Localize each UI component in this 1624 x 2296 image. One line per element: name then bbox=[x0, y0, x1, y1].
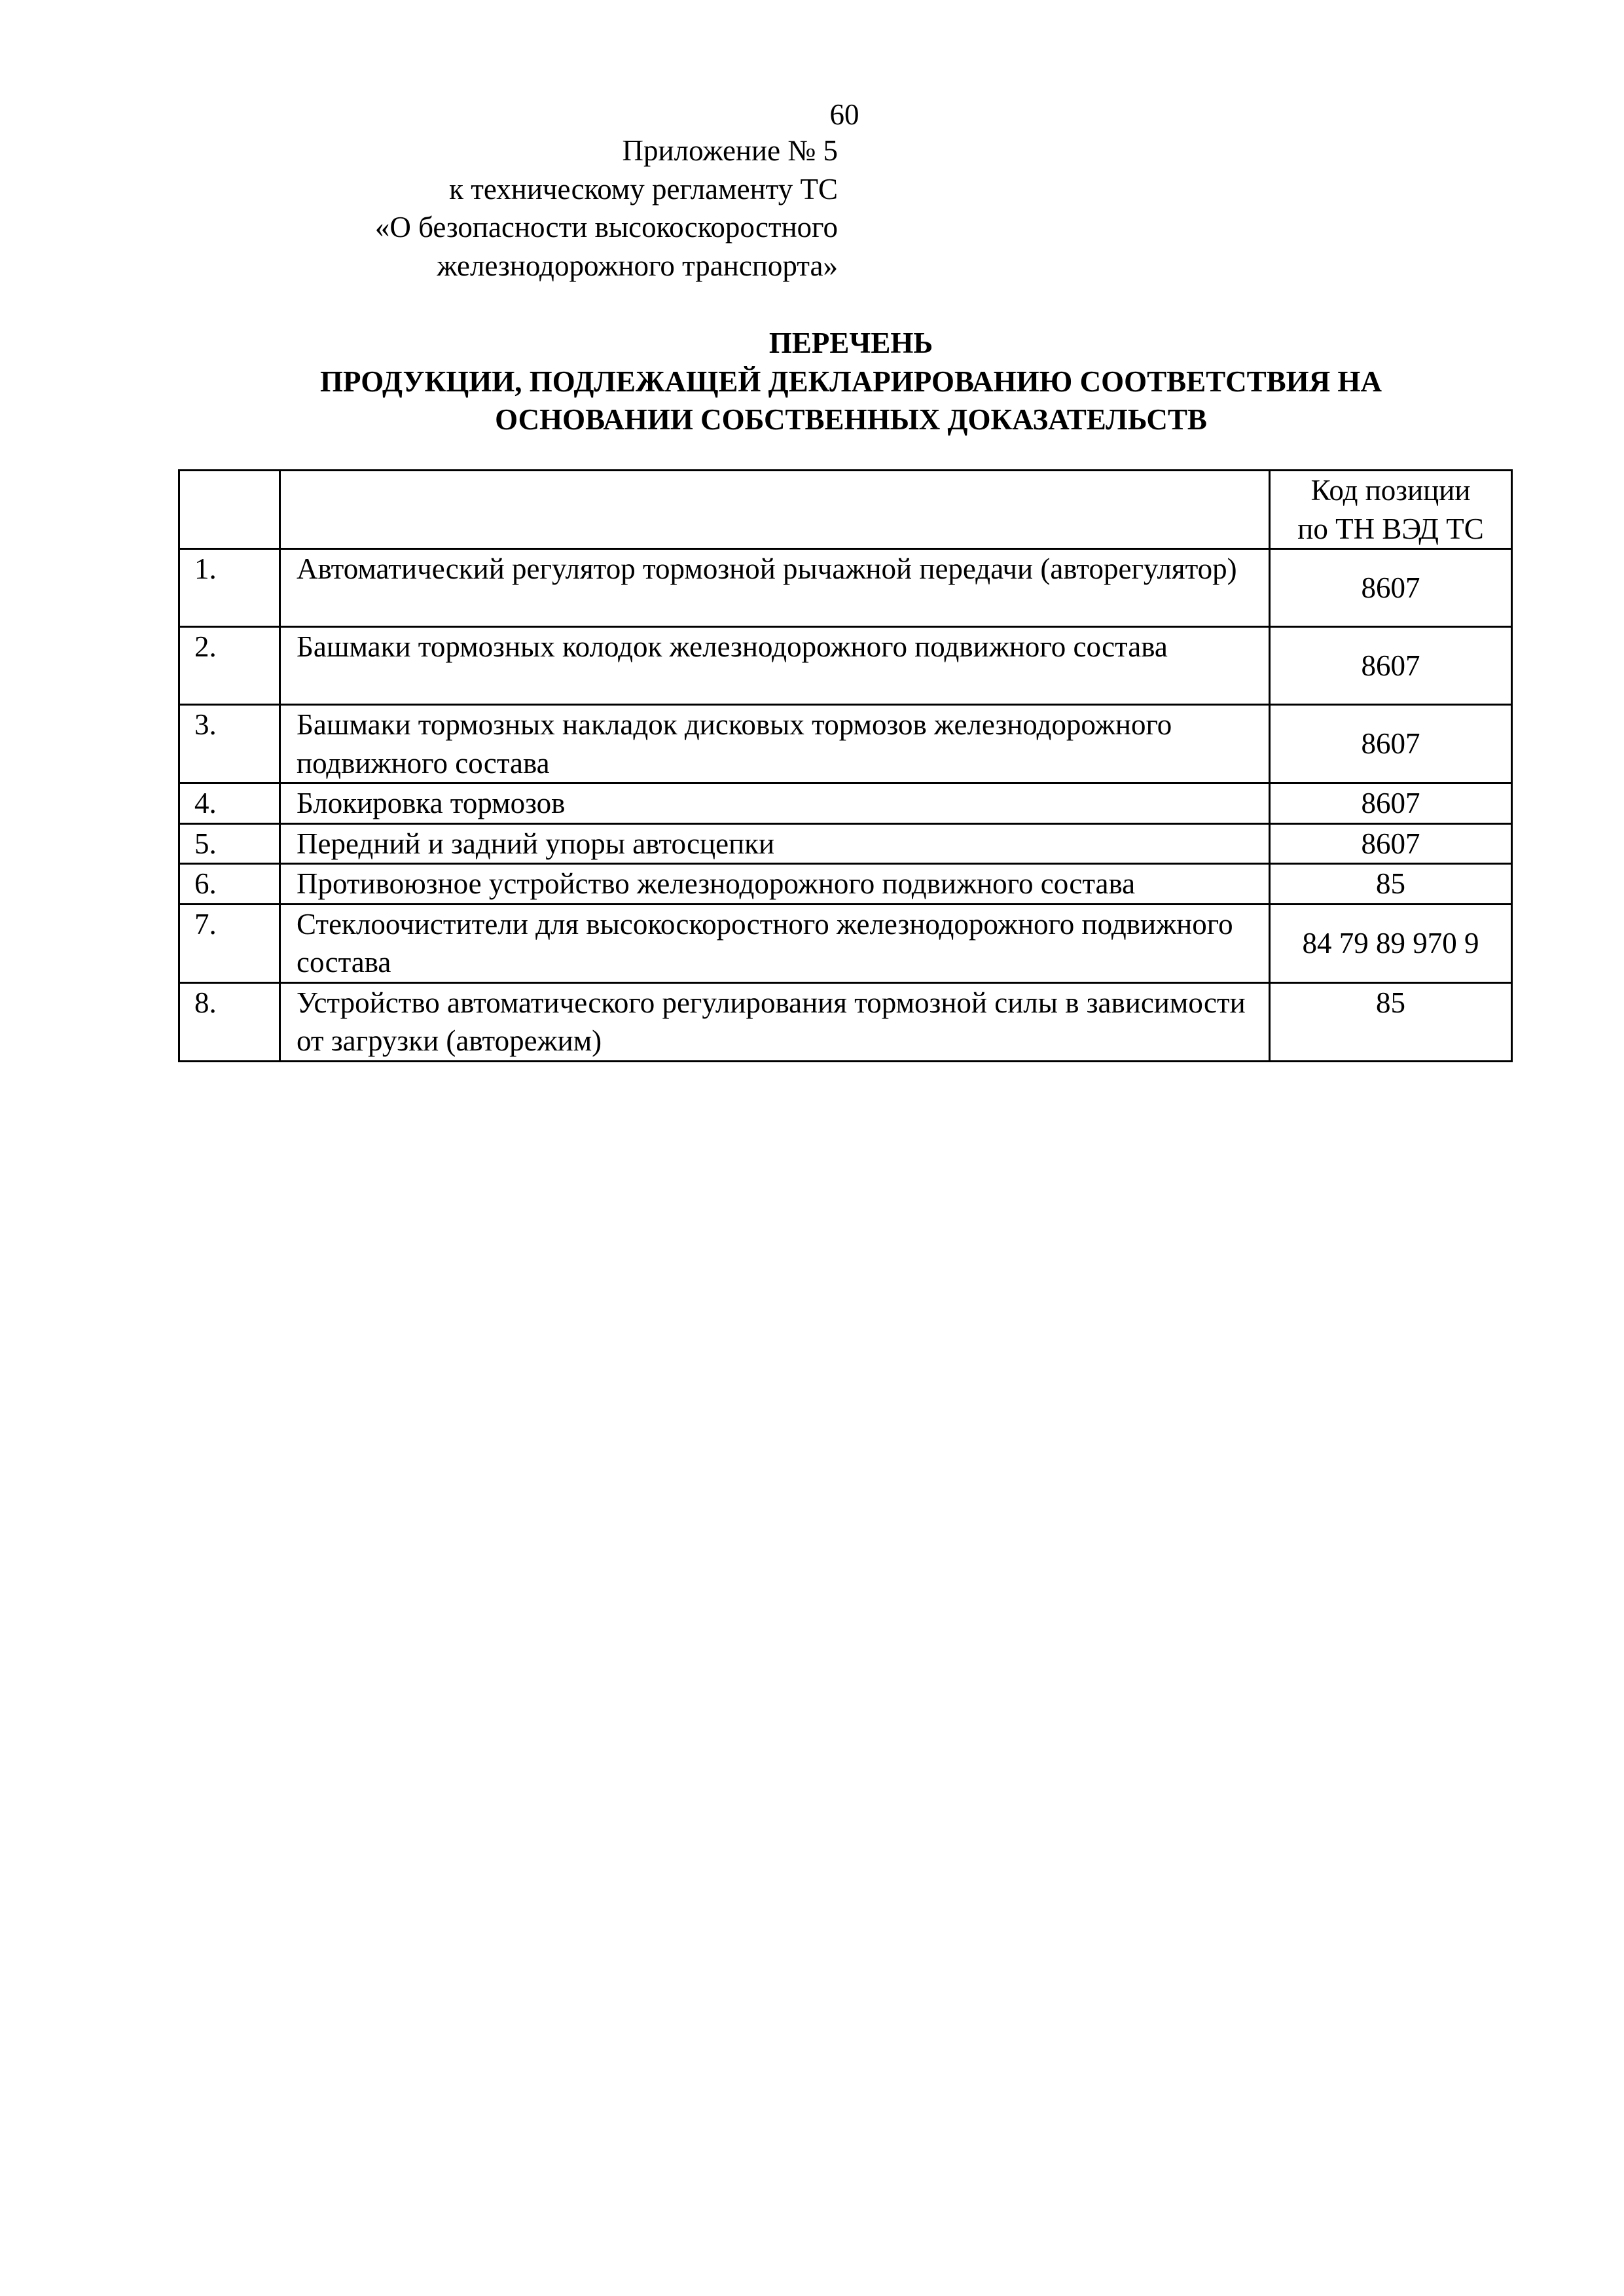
table-row bbox=[179, 904, 1512, 982]
table-row bbox=[179, 864, 1512, 905]
table-header-row bbox=[179, 471, 1512, 549]
row-code: 8607 bbox=[1270, 783, 1512, 824]
appendix-line: железнодорожного транспорта» bbox=[437, 249, 838, 282]
row-product-name: Автоматический регулятор тормозной рычажной передачи (авторегулятор) bbox=[280, 549, 1270, 627]
row-number: 6. bbox=[179, 864, 280, 905]
appendix-reference bbox=[183, 132, 838, 285]
row-number: 5. bbox=[179, 823, 280, 864]
row-number: 3. bbox=[179, 705, 280, 783]
row-product-name: Стеклоочистители для высокоскоростного железнодорожного подвижного состава bbox=[280, 904, 1270, 982]
row-number: 8. bbox=[179, 982, 280, 1061]
header-code-line: по ТН ВЭД ТС bbox=[1297, 512, 1484, 545]
header-code-line: Код позиции bbox=[1310, 474, 1471, 507]
table-row bbox=[179, 982, 1512, 1061]
appendix-line: «О безопасности высокоскоростного bbox=[374, 211, 838, 243]
title-line: ОСНОВАНИИ СОБСТВЕННЫХ ДОКАЗАТЕЛЬСТВ bbox=[495, 403, 1207, 436]
row-product-name: Противоюзное устройство железнодорожного подвижного состава bbox=[280, 864, 1270, 905]
row-code: 8607 bbox=[1270, 627, 1512, 705]
header-cell-num bbox=[179, 471, 280, 549]
title-line: ПЕРЕЧЕНЬ bbox=[768, 327, 933, 359]
row-product-name: Устройство автоматического регулирования тормозной силы в зависимости от загрузки (авторежим) bbox=[280, 982, 1270, 1061]
row-product-name: Башмаки тормозных колодок железнодорожного подвижного состава bbox=[280, 627, 1270, 705]
appendix-line: к техническому регламенту ТС bbox=[449, 172, 838, 206]
row-code: 84 79 89 970 9 bbox=[1270, 904, 1512, 982]
row-number: 4. bbox=[179, 783, 280, 824]
row-code: 85 bbox=[1270, 864, 1512, 905]
title-line: ПРОДУКЦИИ, ПОДЛЕЖАЩЕЙ ДЕКЛАРИРОВАНИЮ СООТВЕТСТВИЯ НА bbox=[320, 365, 1382, 398]
row-number: 1. bbox=[179, 549, 280, 627]
row-product-name: Блокировка тормозов bbox=[280, 783, 1270, 824]
product-table bbox=[178, 469, 1513, 1062]
row-product-name: Башмаки тормозных накладок дисковых тормозов железнодорожного подвижного состава bbox=[280, 705, 1270, 783]
table-row bbox=[179, 627, 1512, 705]
row-code: 8607 bbox=[1270, 705, 1512, 783]
row-code: 8607 bbox=[1270, 823, 1512, 864]
table-row bbox=[179, 705, 1512, 783]
row-number: 2. bbox=[179, 627, 280, 705]
table-row bbox=[179, 549, 1512, 627]
row-product-name: Передний и задний упоры автосцепки bbox=[280, 823, 1270, 864]
document-title bbox=[183, 324, 1519, 439]
row-code: 8607 bbox=[1270, 549, 1512, 627]
appendix-line: Приложение № 5 bbox=[622, 134, 838, 167]
row-number: 7. bbox=[179, 904, 280, 982]
table-row bbox=[179, 783, 1512, 824]
row-code: 85 bbox=[1270, 982, 1512, 1061]
page-number: 60 bbox=[829, 98, 859, 131]
header-cell-code bbox=[1270, 471, 1512, 549]
table-row bbox=[179, 823, 1512, 864]
header-cell-name bbox=[280, 471, 1270, 549]
